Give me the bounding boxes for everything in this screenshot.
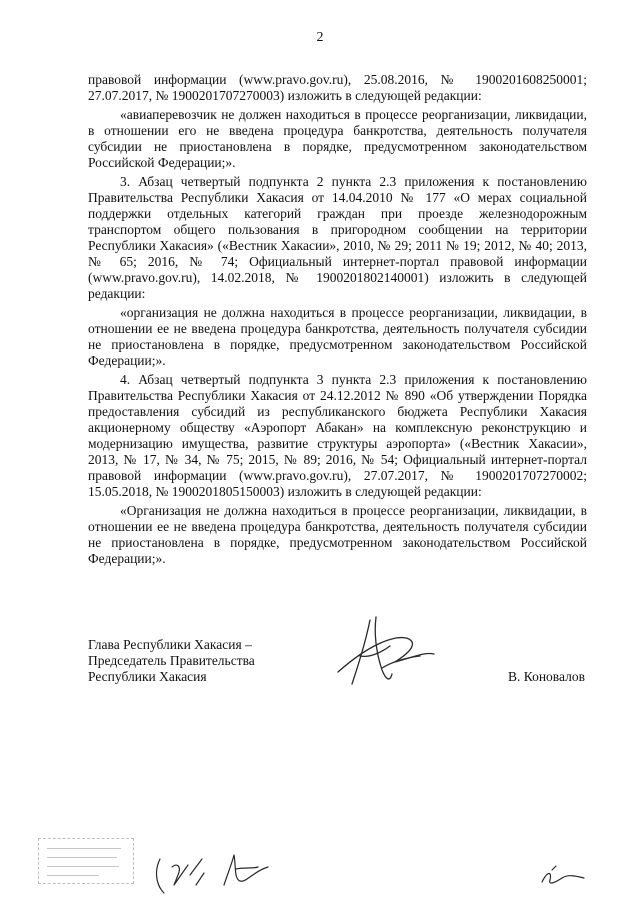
faded-stamp xyxy=(38,838,134,884)
paragraph-3: 3. Абзац четвертый подпункта 2 пункта 2.3 приложения к постановлению Правительства Республики Хакасия от 14.04.2010 № 177 «О мерах социальной поддержки отдельных категорий граждан при проезде железнодорожным транспортом общего пользования в пригородном сообщении на территории Республики Хакасия» («Вестник Хакасии», 2010, № 29; 2011 № 19; 2012, № 40; 2013, № 65; 2016, № 74; Официальный интернет-портал правовой информации (www.pravo.gov.ru), 14.02.2018, № 1900201802140001) изложить в следующей редакции: xyxy=(88,174,587,301)
paragraph-2: «авиаперевозчик не должен находиться в процессе реорганизации, ликвидации, в отношении его не введена процедура банкротства, деятельность получателя субсидии не приостановлена в порядке, предусмотренном законодательством Российской Федерации;». xyxy=(88,107,587,170)
paragraph-1: правовой информации (www.pravo.gov.ru), 25.08.2016, № 1900201608250001; 27.07.2017, № 1900201707270003) изложить в следующей редакции: xyxy=(88,72,587,103)
signer-name: В. Коновалов xyxy=(508,669,585,684)
signatory-title-line-1: Глава Республики Хакасия – xyxy=(88,637,252,652)
paragraph-4: «организация не должна находиться в процессе реорганизации, ликвидации, в отношении ее не введена процедура банкротства, деятельность получателя субсидии не приостановлена в порядке, предусмотренном законодательством Российской Федерации;». xyxy=(88,305,587,368)
document-body xyxy=(88,72,587,570)
signatory-title xyxy=(88,637,288,685)
signatory-title-line-3: Республики Хакасия xyxy=(88,669,207,684)
handwritten-marks xyxy=(150,845,280,900)
handwritten-signature xyxy=(330,612,440,692)
paragraph-6: «Организация не должна находиться в процессе реорганизации, ликвидации, в отношении ее не введена процедура банкротства, деятельность получателя субсидии не приостановлена в порядке, предусмотренном законодательством Российской Федерации;». xyxy=(88,503,587,566)
page-number: 2 xyxy=(316,30,324,45)
handwritten-initials xyxy=(538,862,588,892)
signatory-title-line-2: Председатель Правительства xyxy=(88,653,255,668)
paragraph-5: 4. Абзац четвертый подпункта 3 пункта 2.3 приложения к постановлению Правительства Республики Хакасия от 24.12.2012 № 890 «Об утверждении Порядка предоставления субсидий из республиканского бюджета Республики Хакасия акционерному обществу «Аэропорт Абакан» на комплексную реконструкцию и модернизацию имущества, развитие структуры аэропорта» («Вестник Хакасии», 2013, № 17, № 34, № 75; 2015, № 89; 2016, № 54; Официальный интернет-портал правовой информации (www.pravo.gov.ru), 27.07.2017, № 1900201707270002; 15.05.2018, № 1900201805150003) изложить в следующей редакции: xyxy=(88,372,587,499)
